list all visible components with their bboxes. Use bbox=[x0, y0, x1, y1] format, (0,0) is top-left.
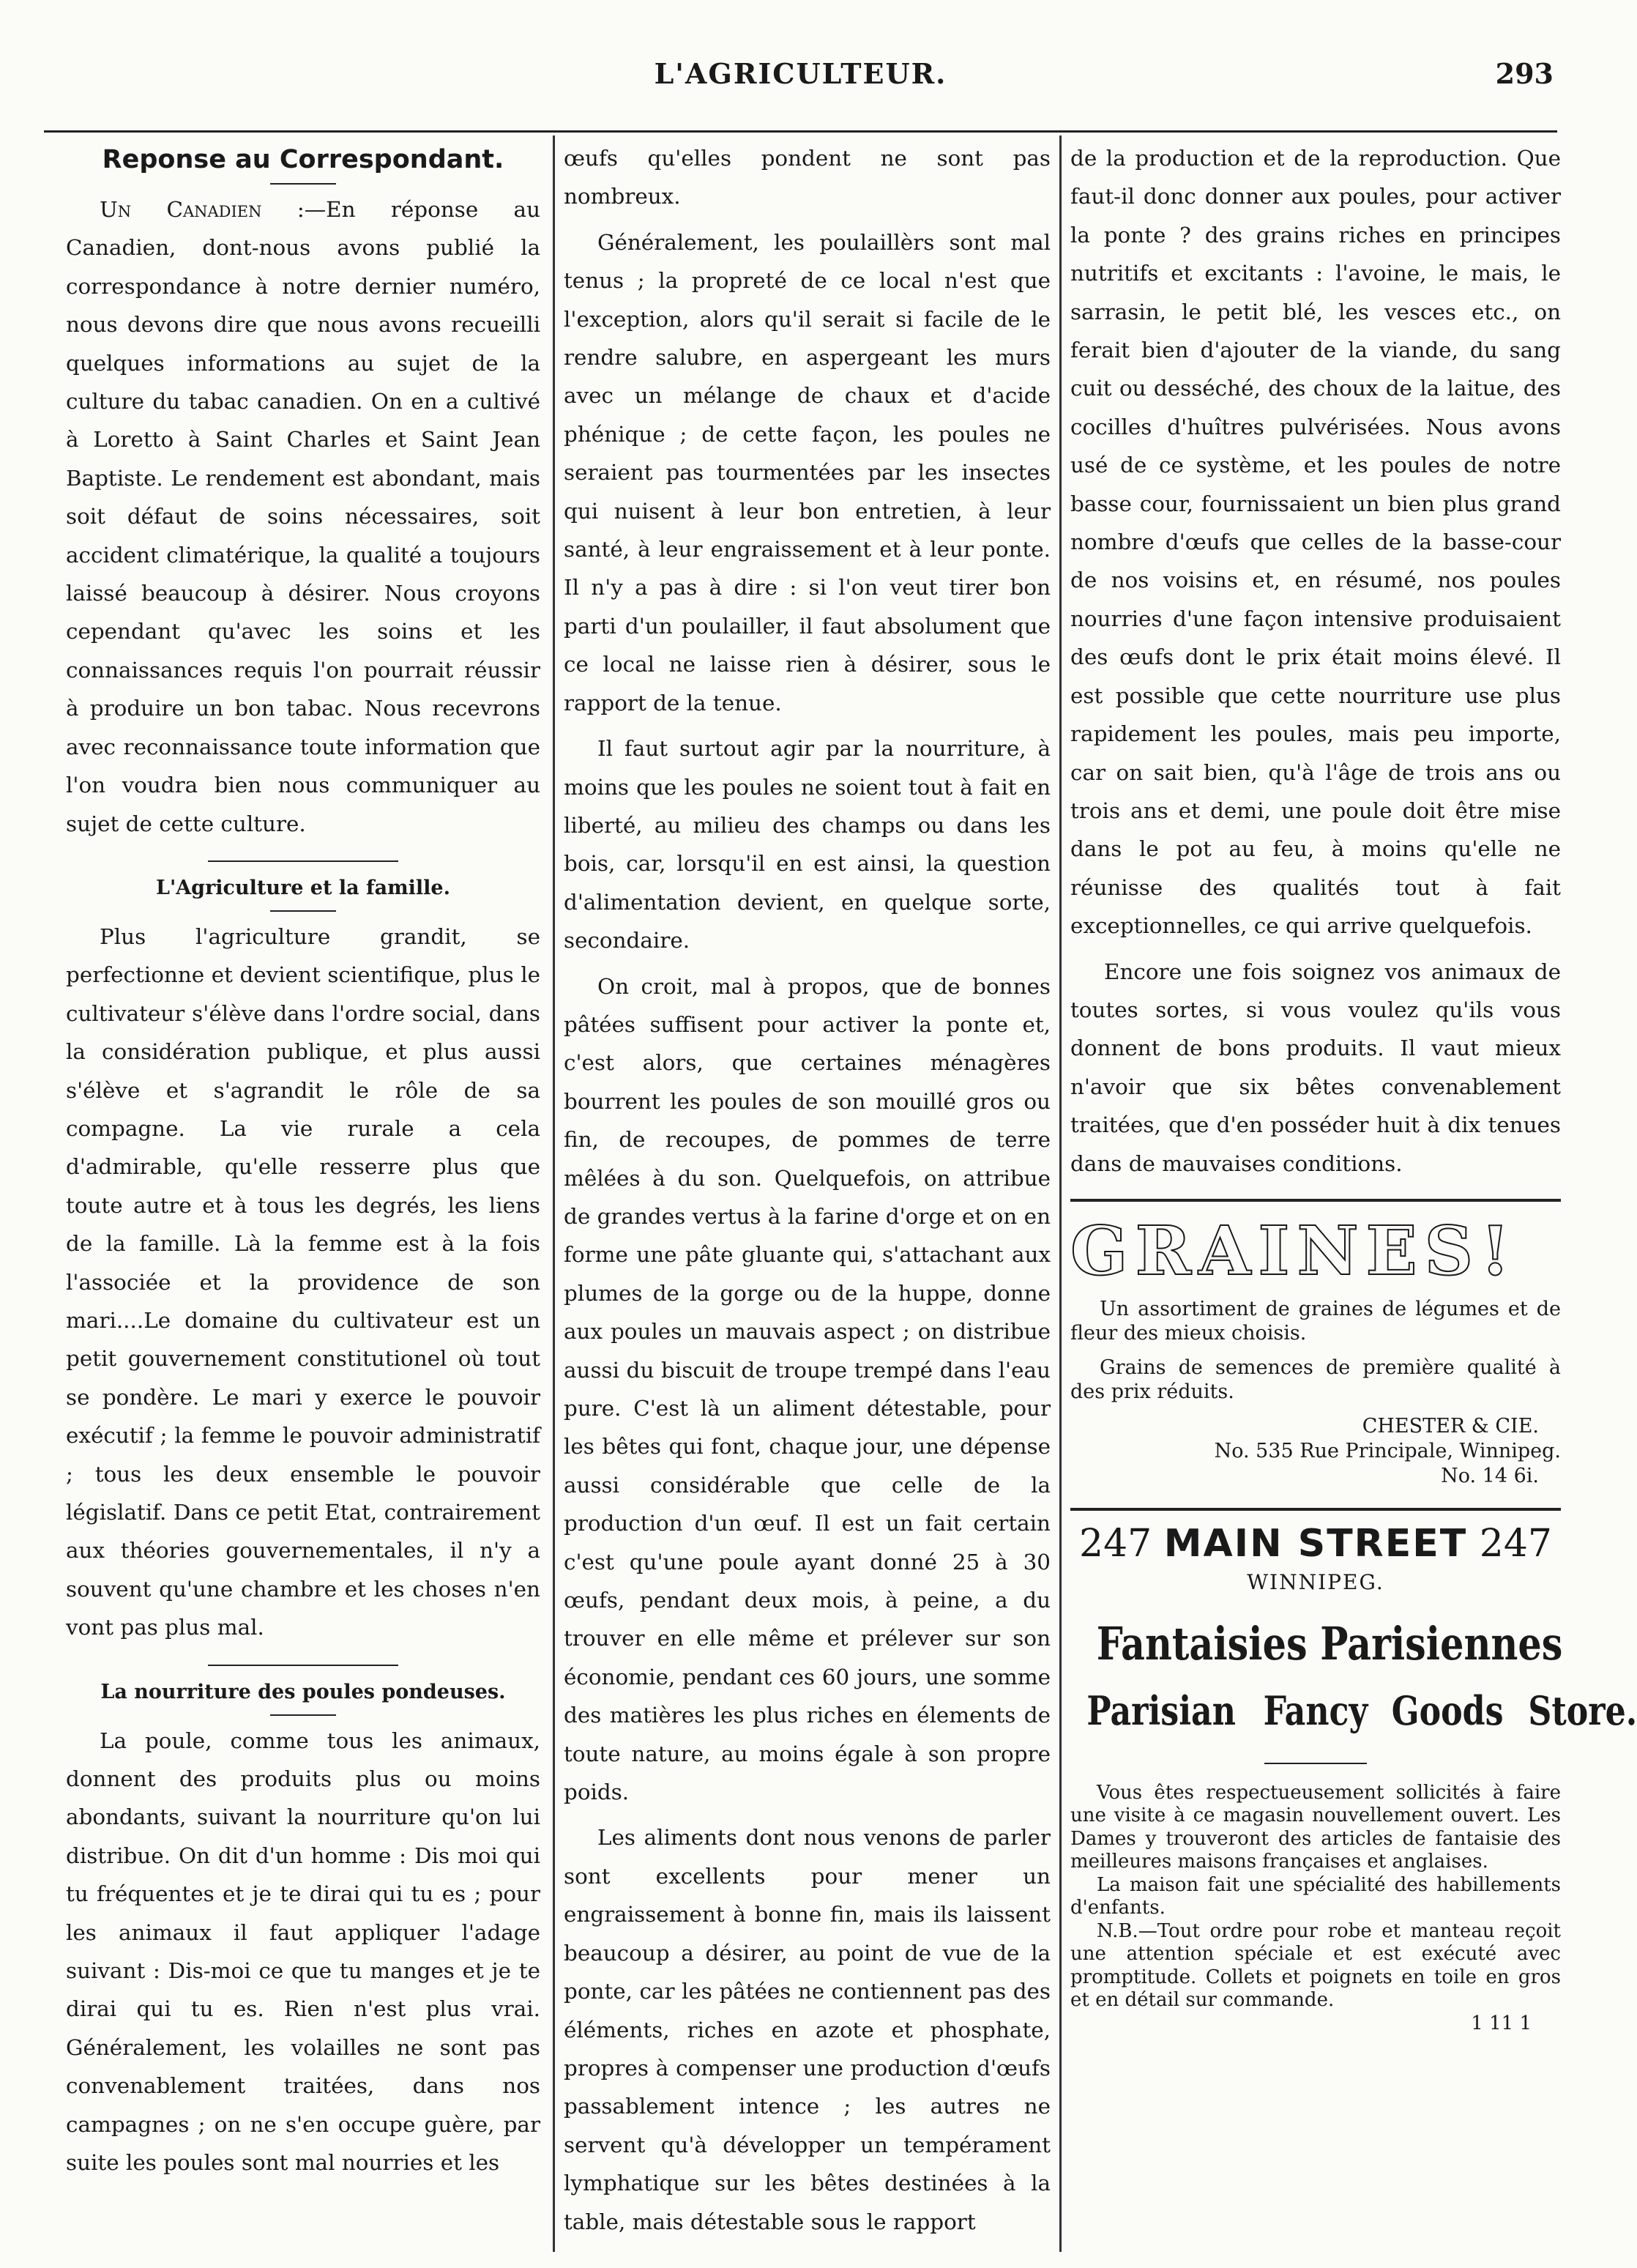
article-paragraph: Un Canadien :—En réponse au Canadien, dont-nous avons publié la correspondance à notre dernier numéro, nous devons dire que nous avons recueilli quelques informations au sujet de la culture du tabac canadien. On en a cultivé à Loretto à Saint Charles et Saint Jean Baptiste. Le rendement est abondant, mais soit défaut de soins nécessaires, soit accident climatérique, la qualité a toujours laissé beaucoup à désirer. Nous croyons cependant qu'avec les soins et les connaissances requis l'on pourrait réussir à produire un bon tabac. Nous recevrons avec reconnaissance toute information que l'on voudra bien nous communiquer au sujet de cette culture. bbox=[66, 197, 541, 836]
article-paragraph: La poule, comme tous les animaux, donnent des produits plus ou moins abondants, suivant la nourriture qu'on lui distribue. On dit d'un homme : Dis moi qui tu fréquentes et je te dirai qui tu es ; pour les animaux il faut appliquer l'adage suivant : Dis-moi ce que tu manges et je te dirai qui tu es. Rien n'est plus vrai. Généralement, les volailles ne sont pas convenablement traitées, dans nos campagnes ; on ne s'en occupe guère, par suite les poules sont mal nourries et les bbox=[66, 1728, 540, 2176]
journal-title: L'AGRICULTEUR. bbox=[654, 57, 947, 90]
title-rule bbox=[270, 910, 336, 912]
article-paragraph: Les aliments dont nous venons de parler sont excellents pour mener un engraissement à bonne fin, mais ils laissent beaucoup a désirer, au point de vue de la ponte, car les pâtées ne contiennent pas des éléments, riches en azote et phosphate, propres à compenser une production d'œufs passablement intence ; les autres ne servent qu'à développer un tempérament lymphatique sur les bêtes destinées à la table, mais détestable sous le rapport bbox=[564, 1825, 1051, 2234]
lead-in: Un Canadien bbox=[100, 197, 262, 222]
column-rule-1 bbox=[553, 135, 555, 2252]
section-title-reponse: Reponse au Correspondant. bbox=[102, 145, 504, 174]
ad-graines bbox=[1070, 1297, 1561, 1489]
column-2 bbox=[564, 139, 1051, 2248]
ad-text: Grains de semences de première qualité à des prix réduits. bbox=[1070, 1356, 1561, 1403]
ad-reference: 1 11 1 bbox=[1471, 2012, 1532, 2034]
ad-text: N.B.—Tout ordre pour robe et manteau reçoit une attention spéciale et est exécuté avec promptitude. Collets et poignets en toile en gros et en détail sur commande. bbox=[1070, 1919, 1561, 2012]
ad-signature: CHESTER & CIE. No. 535 Rue Principale, Winnipeg. No. 14 6i. bbox=[1214, 1414, 1561, 1487]
ad-parisian-text bbox=[1070, 1782, 1561, 2036]
ad-text: Vous êtes respectueusement sollicités à faire une visite à ce magasin nouvellement ouvert. Les Dames y trouveront des articles de fantaisie des meilleures maisons françaises et anglaises. bbox=[1070, 1781, 1561, 1873]
ad-city: WINNIPEG. bbox=[1247, 1569, 1384, 1594]
title-rule bbox=[270, 1714, 336, 1716]
ad-text: Un assortiment de graines de légumes et de fleur des mieux choisis. bbox=[1070, 1297, 1561, 1345]
article-paragraph: de la production et de la reproduction. Que faut-il donc donner aux poules, pour activer la ponte ? des grains riches en principes nutritifs et excitants : l'avoine, le mais, le sarrasin, le petit blé, les vesces etc., on ferait bien d'ajouter de la viande, du sang cuit ou desséché, des choux de la laitue, des cocilles d'huîtres pulvérisées. Nous avons usé de ce système, et les poules de notre basse cour, fournissaient un bien plus grand nombre d'œufs que celles de la basse-cour de nos voisins et, en résumé, nos poules nourries d'une façon intensive produisaient des œufs dont le prix était moins élevé. Il est possible que cette nourriture use plus rapidement les poules, mais peu importe, car on sait bien, qu'à l'âge de trois ans ou trois ans et demi, une poule doit être mise dans le pot au feu, à moins qu'elle ne réunisse des qualités tout à fait exceptionnelles, ce qui arrive quelquefois. bbox=[1070, 146, 1561, 939]
ad-rule bbox=[1070, 1508, 1561, 1511]
section-rule bbox=[208, 1665, 398, 1666]
ad-fantaisies-title: Fantaisies Parisiennes bbox=[1096, 1616, 1563, 1670]
section-rule bbox=[208, 860, 398, 862]
article-paragraph: œufs qu'elles pondent ne sont pas nombreux. bbox=[564, 146, 1051, 209]
section-title-poules: La nourriture des poules pondeuses. bbox=[100, 1680, 506, 1703]
ad-parisian-title: Parisian Fancy Goods Store. bbox=[1086, 1687, 1637, 1734]
column-3 bbox=[1070, 139, 1637, 2248]
ad-text: La maison fait une spécialité des habillements d'enfants. bbox=[1070, 1873, 1561, 1919]
article-paragraph: On croit, mal à propos, que de bonnes pâtées suffisent pour activer la ponte et, c'est alors, que certaines ménagères bourrent les poules de son mouillé gros ou fin, de recoupes, de pommes de terre mêlées à du son. Quelquefois, on attribue de grandes vertus à la farine d'orge et on en forme une pâte gluante qui, s'attachant aux plumes de la gorge ou de la huppe, donne aux poules un mauvais aspect ; on distribue aussi du biscuit de troupe trempé dans l'eau pure. C'est là un aliment détestable, pour les bêtes qui font, chaque jour, une dépense aussi considérable que celle de la production d'un œuf. Il est un fait certain c'est qu'une poule ayant donné 25 à 30 œufs, pendant deux mois, à peine, a du trouver en elle même et prélever sur son économie, pendant ces 60 jours, une somme des matières les plus riches en élements de toute nature, au moins égale à son propre poids. bbox=[564, 973, 1051, 1805]
title-rule bbox=[270, 183, 336, 185]
article-paragraph: Généralement, les poulaillèrs sont mal tenus ; la propreté de ce local n'est que l'exception, alors qu'il serait si facile de le rendre salubre, en aspergeant les murs avec un mélange de chaux et d'acide phénique ; de cette façon, les poules ne seraient pas tourmentées par les insectes qui nuisent à leur bon entretien, à leur santé, à leur engraissement et à leur ponte. Il n'y a pas à dire : si l'on veut tirer bon parti d'un poulailler, il faut absolument que ce local ne laisse rien à désirer, sous le rapport de la tenue. bbox=[564, 229, 1051, 715]
page-number: 293 bbox=[1495, 57, 1554, 90]
ad-graines-title: GRAINES! bbox=[1070, 1211, 1518, 1290]
article-paragraph: Il faut surtout agir par la nourriture, à moins que les poules ne soient tout à fait en liberté, au milieu des champs ou dans les bois, car, lorsqu'il en est ainsi, la question d'alimentation devient, en quelque sorte, secondaire. bbox=[564, 736, 1051, 953]
article-paragraph: Encore une fois soignez vos animaux de toutes sortes, si vous voulez qu'ils vous donnent de bons produits. Il vaut mieux n'avoir que six bêtes convenablement traitées, que d'en posséder huit à dix tenues dans de mauvaises conditions. bbox=[1070, 959, 1561, 1176]
column-1 bbox=[66, 139, 540, 2248]
ad-rule bbox=[1070, 1199, 1561, 1202]
page-header bbox=[0, 0, 1601, 88]
column-rule-2 bbox=[1059, 135, 1062, 2252]
ad-main-street: 247 MAIN STREET 247 bbox=[1078, 1521, 1553, 1566]
section-title-famille: L'Agriculture et la famille. bbox=[155, 876, 451, 899]
ad-rule bbox=[1264, 1763, 1367, 1764]
article-paragraph: Plus l'agriculture grandit, se perfectionne et devient scientifique, plus le cultivateur s'élève dans l'ordre social, dans la considération publique, et plus aussi s'élève et s'agrandit le rôle de sa compagne. La vie rurale a cela d'admirable, qu'elle resserre plus que toute autre et à tous les degrés, les liens de la famille. Là la femme est à la fois l'associée et la providence de son mari....Le domaine du cultivateur est un petit gouvernement constitutionel où tout se pondère. Le mari y exerce le pouvoir exécutif ; la femme le pouvoir administratif ; tous les deux ensemble le pouvoir législatif. Dans ce petit Etat, contrairement aux théories gouvernementales, il n'y a souvent qu'une chambre et les choses n'en vont pas plus mal. bbox=[66, 923, 540, 1640]
header-rule bbox=[44, 130, 1557, 133]
